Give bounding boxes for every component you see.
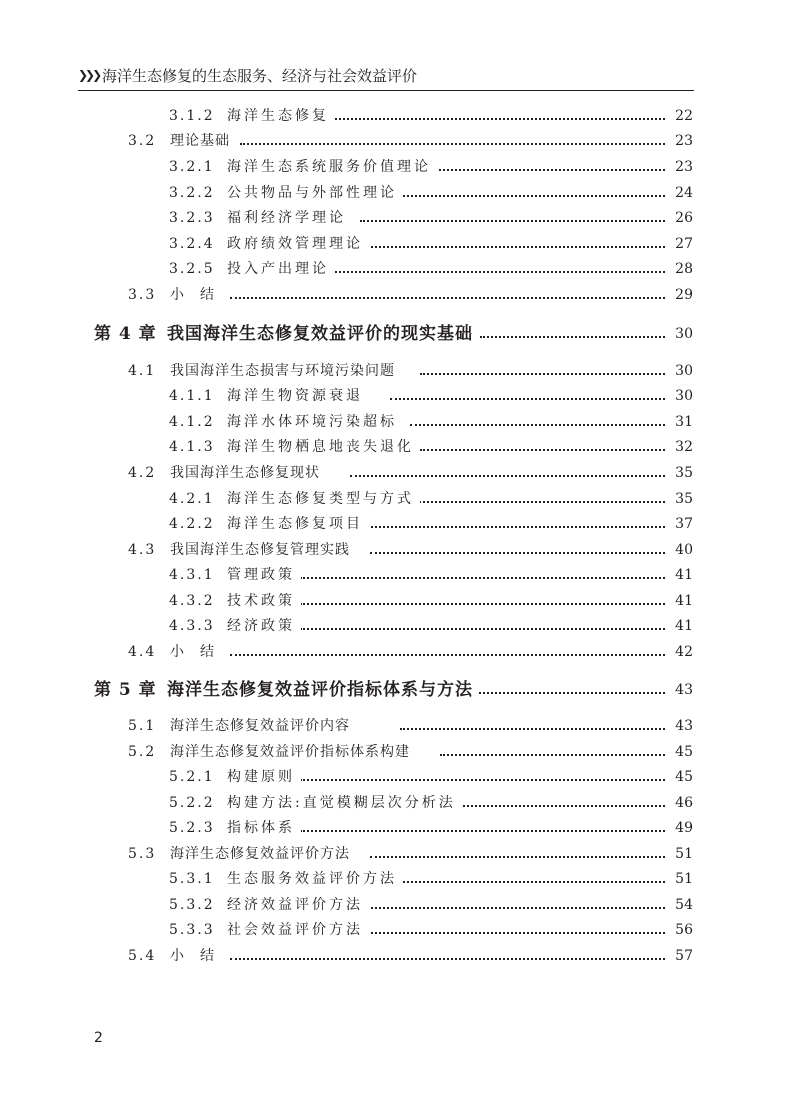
- toc-entry-number: 5.2: [128, 744, 157, 760]
- toc-entry[interactable]: [0, 487, 799, 511]
- toc-entry[interactable]: [0, 104, 799, 128]
- running-header-title: 海洋生态修复的生态服务、经济与社会效益评价: [102, 67, 418, 85]
- toc-entry-number: 5.2.1: [169, 769, 215, 785]
- toc-entry-title: 海洋生态修复类型与方式: [227, 487, 420, 511]
- toc-entry-title: 海洋生态修复效益评价方法: [170, 842, 356, 866]
- toc-entry-title: 管理政策: [227, 563, 301, 587]
- toc-chapter-page: 30: [675, 326, 693, 342]
- toc-entry[interactable]: [0, 435, 799, 459]
- toc-leader: [360, 242, 665, 248]
- toc-entry-title: 投入产出理论: [227, 257, 335, 281]
- toc-entry[interactable]: [0, 155, 799, 179]
- toc-entry-number: 5.3.2: [169, 897, 215, 913]
- toc-entry-number: 5.3: [128, 846, 157, 862]
- toc-leader: [370, 852, 665, 858]
- toc-entry-title: 指标体系: [227, 816, 301, 840]
- toc-leader: [330, 114, 665, 120]
- toc-entry[interactable]: [0, 359, 799, 383]
- toc-entry-title: 福利经济学理论: [227, 206, 352, 230]
- toc-entry-page: 23: [675, 159, 693, 175]
- toc-entry-number: 4.4: [128, 644, 157, 660]
- toc-entry-page: 27: [675, 236, 693, 252]
- toc-entry-number: 5.1: [128, 718, 157, 734]
- toc-leader: [230, 954, 665, 960]
- toc-entry-page: 26: [675, 210, 693, 226]
- toc-chapter-number: 第 5 章: [94, 680, 157, 700]
- toc-entry-title: 海洋生物栖息地丧失退化: [227, 435, 420, 459]
- toc-entry[interactable]: [0, 538, 799, 562]
- toc-entry-page: 37: [675, 516, 693, 532]
- toc-entry[interactable]: [0, 232, 799, 256]
- header-rule: [78, 90, 694, 91]
- toc-leader: [300, 573, 665, 579]
- toc-entry-page: 23: [675, 133, 693, 149]
- toc-entry[interactable]: [0, 283, 799, 307]
- toc-entry[interactable]: [0, 640, 799, 664]
- toc-entry-page: 30: [675, 363, 693, 379]
- toc-entry-title: 我国海洋生态修复现状: [170, 461, 326, 485]
- toc-entry-number: 4.2.2: [169, 516, 215, 532]
- toc-entry-number: 4.3: [128, 542, 157, 558]
- toc-entry-page: 31: [675, 414, 693, 430]
- toc-entry[interactable]: [0, 410, 799, 434]
- toc-leader: [480, 332, 665, 338]
- toc-entry-page: 41: [675, 593, 693, 609]
- toc-entry-page: 29: [675, 287, 693, 303]
- toc-entry-page: 22: [675, 108, 693, 124]
- toc-entry-title: 海洋生态修复项目: [227, 512, 369, 536]
- toc-entry-page: 43: [675, 718, 693, 734]
- toc-leader: [330, 267, 665, 273]
- toc-entry-number: 3.1.2: [169, 108, 215, 124]
- toc-entry-number: 5.2.3: [169, 820, 215, 836]
- toc-entry-title: 构建原则: [227, 765, 301, 789]
- toc-entry-number: 4.1.1: [169, 388, 215, 404]
- toc-leader: [300, 775, 665, 781]
- toc-entry-number: 3.2.4: [169, 236, 215, 252]
- toc-leader: [360, 903, 665, 909]
- toc-entry[interactable]: [0, 461, 799, 485]
- toc-entry-number: 5.2.2: [169, 795, 215, 811]
- toc-entry-page: 57: [675, 948, 693, 964]
- toc-entry[interactable]: [0, 765, 799, 789]
- toc-entry-title: 技术政策: [227, 589, 301, 613]
- toc-entry[interactable]: [0, 181, 799, 205]
- toc-entry-page: 32: [675, 439, 693, 455]
- toc-leader: [230, 650, 665, 656]
- toc-leader: [390, 877, 665, 883]
- toc-entry[interactable]: [0, 893, 799, 917]
- toc-chapter-number: 第 4 章: [94, 324, 157, 344]
- page-number: 2: [94, 1030, 103, 1046]
- toc-entry-number: 5.4: [128, 948, 157, 964]
- toc-entry-number: 4.3.1: [169, 567, 215, 583]
- toc-entry-page: 45: [675, 769, 693, 785]
- toc-entry-number: 4.3.3: [169, 618, 215, 634]
- toc-chapter[interactable]: [0, 322, 799, 346]
- toc-entry-number: 4.1.2: [169, 414, 215, 430]
- toc-entry-title: 理论基础: [170, 129, 236, 153]
- toc-leader: [420, 369, 665, 375]
- toc-entry-number: 4.1.3: [169, 439, 215, 455]
- toc-leader: [300, 624, 665, 630]
- toc-entry[interactable]: [0, 944, 799, 968]
- toc-leader: [240, 139, 665, 145]
- toc-entry-page: 35: [675, 465, 693, 481]
- toc-entry-number: 4.2.1: [169, 491, 215, 507]
- toc-entry-title: 经济政策: [227, 614, 301, 638]
- toc-entry-page: 35: [675, 491, 693, 507]
- toc-entry-title: 海洋生物资源衰退: [227, 384, 369, 408]
- toc-entry-page: 51: [675, 846, 693, 862]
- toc-entry[interactable]: [0, 563, 799, 587]
- toc-entry[interactable]: [0, 714, 799, 738]
- toc-entry-title: 海洋生态修复效益评价内容: [170, 714, 356, 738]
- toc-leader: [400, 191, 665, 197]
- toc-entry[interactable]: [0, 512, 799, 536]
- toc-entry-title: 社会效益评价方法: [227, 918, 369, 942]
- toc-entry-title: 海洋生态系统服务价值理论: [227, 155, 437, 179]
- toc-chapter-page: 43: [675, 682, 693, 698]
- toc-entry[interactable]: [0, 842, 799, 866]
- toc-entry-number: 5.3.1: [169, 871, 215, 887]
- toc-leader: [440, 750, 665, 756]
- toc-entry[interactable]: [0, 257, 799, 281]
- toc-entry-page: 51: [675, 871, 693, 887]
- toc-entry-title: 小 结: [170, 640, 221, 664]
- toc-leader: [360, 216, 665, 222]
- toc-entry-number: 3.2: [128, 133, 157, 149]
- toc-entry-page: 46: [675, 795, 693, 811]
- toc-entry-title: 海洋生态修复: [227, 104, 335, 128]
- running-header: [78, 66, 718, 86]
- toc-entry[interactable]: [0, 384, 799, 408]
- toc-entry-title: 公共物品与外部性理论: [227, 181, 403, 205]
- toc-entry-title: 我国海洋生态损害与环境污染问题: [170, 359, 401, 383]
- toc-entry-page: 49: [675, 820, 693, 836]
- toc-entry-title: 海洋水体环境污染超标: [227, 410, 403, 434]
- toc-leader: [400, 724, 665, 730]
- toc-entry-title: 我国海洋生态修复管理实践: [170, 538, 356, 562]
- toc-entry-number: 4.3.2: [169, 593, 215, 609]
- toc-entry-page: 41: [675, 567, 693, 583]
- toc-entry-title: 构建方法:直觉模糊层次分析法: [227, 791, 462, 815]
- toc-entry-number: 3.2.1: [169, 159, 215, 175]
- toc-entry[interactable]: [0, 740, 799, 764]
- toc-chapter-title: 我国海洋生态修复效益评价的现实基础: [167, 322, 479, 346]
- toc-entry-page: 40: [675, 542, 693, 558]
- toc-leader: [430, 165, 665, 171]
- toc-leader: [370, 548, 665, 554]
- toc-leader: [230, 293, 665, 299]
- toc-leader: [360, 928, 665, 934]
- toc-entry[interactable]: [0, 614, 799, 638]
- toc-entry-number: 3.3: [128, 287, 157, 303]
- toc-entry-page: 41: [675, 618, 693, 634]
- toc-entry-title: 政府绩效管理理论: [227, 232, 369, 256]
- toc-leader: [410, 497, 665, 503]
- toc-leader: [360, 522, 665, 528]
- toc-entry-page: 54: [675, 897, 693, 913]
- toc-leader: [350, 471, 665, 477]
- toc-entry-page: 30: [675, 388, 693, 404]
- toc-entry-number: 4.2: [128, 465, 157, 481]
- toc-entry-page: 56: [675, 922, 693, 938]
- toc-entry[interactable]: [0, 206, 799, 230]
- toc-entry-title: 生态服务效益评价方法: [227, 867, 403, 891]
- toc-leader: [300, 826, 665, 832]
- toc-entry-title: 小 结: [170, 944, 221, 968]
- toc-entry-number: 3.2.5: [169, 261, 215, 277]
- toc-entry-title: 经济效益评价方法: [227, 893, 369, 917]
- toc-leader: [390, 394, 665, 400]
- toc-entry-page: 42: [675, 644, 693, 660]
- toc-leader: [475, 688, 665, 694]
- toc-entry[interactable]: [0, 589, 799, 613]
- toc-chapter-title: 海洋生态修复效益评价指标体系与方法: [167, 678, 479, 702]
- toc-leader: [450, 801, 665, 807]
- toc-entry-number: 3.2.2: [169, 185, 215, 201]
- toc-chapter[interactable]: [0, 678, 799, 702]
- toc-entry-number: 4.1: [128, 363, 157, 379]
- toc-entry-number: 5.3.3: [169, 922, 215, 938]
- chevrons-icon: ❯❯❯: [78, 68, 100, 82]
- toc-entry-page: 45: [675, 744, 693, 760]
- toc-leader: [300, 599, 665, 605]
- toc-entry[interactable]: [0, 791, 799, 815]
- toc-entry-number: 3.2.3: [169, 210, 215, 226]
- toc-entry-page: 24: [675, 185, 693, 201]
- toc-entry[interactable]: [0, 867, 799, 891]
- toc-leader: [410, 420, 665, 426]
- toc-entry[interactable]: [0, 918, 799, 942]
- toc-entry[interactable]: [0, 816, 799, 840]
- toc-entry-page: 28: [675, 261, 693, 277]
- toc-entry[interactable]: [0, 129, 799, 153]
- toc-leader: [420, 445, 665, 451]
- toc-entry-title: 小 结: [170, 283, 221, 307]
- toc-entry-title: 海洋生态修复效益评价指标体系构建: [170, 740, 416, 764]
